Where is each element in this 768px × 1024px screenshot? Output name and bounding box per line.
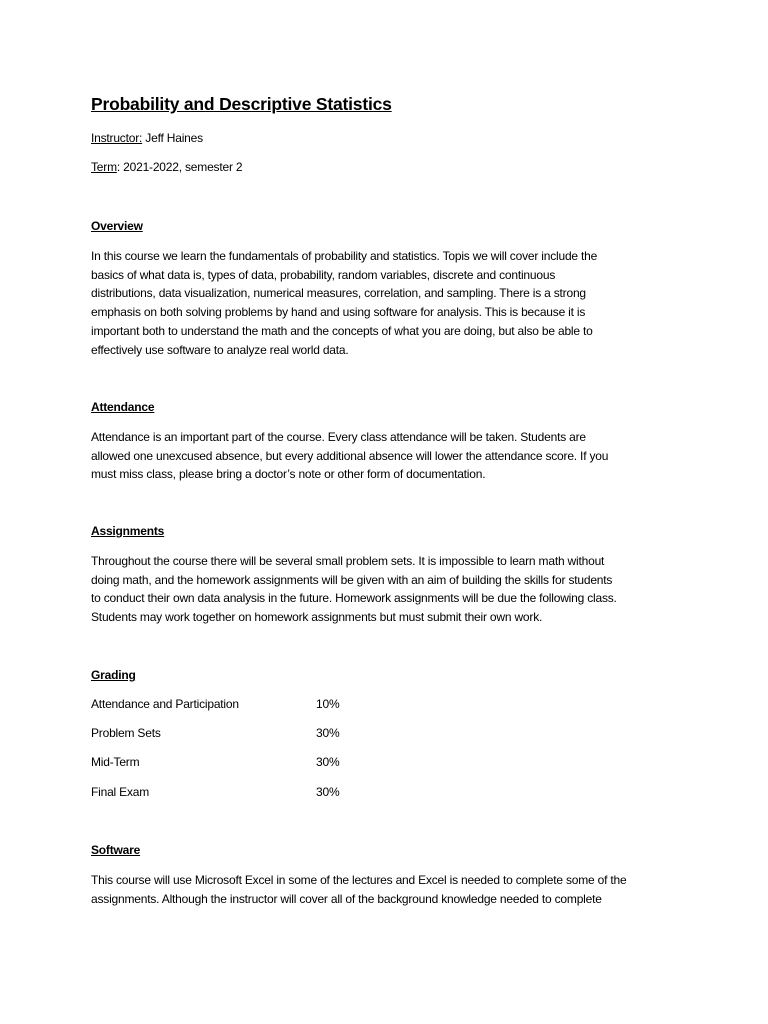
grading-item-weight: 30%	[316, 755, 340, 769]
overview-line: In this course we learn the fundamentals of probability and statistics. Topis we will cover include the	[91, 249, 598, 263]
overview-line: effectively use software to analyze real world data.	[91, 342, 349, 357]
overview-paragraph	[91, 247, 691, 359]
grading-item-weight: 10%	[316, 697, 340, 711]
term-value: : 2021-2022, semester 2	[116, 160, 243, 174]
assignments-line: Students may work together on homework assignments but must submit their own work.	[91, 610, 543, 625]
grading-item-label: Attendance and Participation	[91, 697, 239, 711]
grading-item-weight: 30%	[316, 726, 340, 740]
grading-item-label: Final Exam	[91, 785, 150, 799]
software-paragraph	[91, 871, 691, 908]
attendance-line: allowed one unexcused absence, but every additional absence will lower the attendance score. If you	[91, 448, 609, 463]
assignments-heading: Assignments	[91, 524, 165, 538]
document-title: Probability and Descriptive Statistics	[91, 94, 392, 114]
overview-line: emphasis on both solving problems by hand and using software for analysis. This is because it is	[91, 305, 586, 320]
software-line: This course will use Microsoft Excel in some of the lectures and Excel is needed to complete some of the	[91, 873, 627, 887]
grading-item-label: Mid-Term	[91, 755, 140, 769]
grading-heading: Grading	[91, 668, 136, 682]
attendance-line: Attendance is an important part of the course. Every class attendance will be taken. Students are	[91, 430, 586, 444]
assignments-paragraph	[91, 552, 691, 627]
instructor-label: Instructor:	[91, 131, 143, 145]
assignments-line: doing math, and the homework assignments will be given with an aim of building the skills for students	[91, 572, 613, 587]
instructor-value: Jeff Haines	[142, 131, 203, 145]
overview-heading: Overview	[91, 219, 143, 233]
term-label: Term	[91, 160, 117, 174]
assignments-line: to conduct their own data analysis in the future. Homework assignments will be due the following class.	[91, 591, 617, 606]
instructor-line	[91, 131, 203, 145]
attendance-paragraph	[91, 428, 691, 484]
software-line: assignments. Although the instructor will cover all of the background knowledge needed to complete	[91, 891, 602, 906]
overview-line: basics of what data is, types of data, probability, random variables, discrete and continuous	[91, 267, 556, 282]
attendance-heading: Attendance	[91, 400, 155, 414]
attendance-line: must miss class, please bring a doctor’s note or other form of documentation.	[91, 467, 486, 482]
overview-line: important both to understand the math and the concepts of what you are doing, but also be able to	[91, 323, 593, 338]
grading-item-label: Problem Sets	[91, 726, 161, 740]
overview-line: distributions, data visualization, numerical measures, correlation, and sampling. There is a strong	[91, 286, 586, 301]
software-heading: Software	[91, 843, 141, 857]
grading-item-weight: 30%	[316, 785, 340, 799]
assignments-line: Throughout the course there will be several small problem sets. It is impossible to learn math without	[91, 554, 605, 568]
term-line	[91, 160, 242, 174]
